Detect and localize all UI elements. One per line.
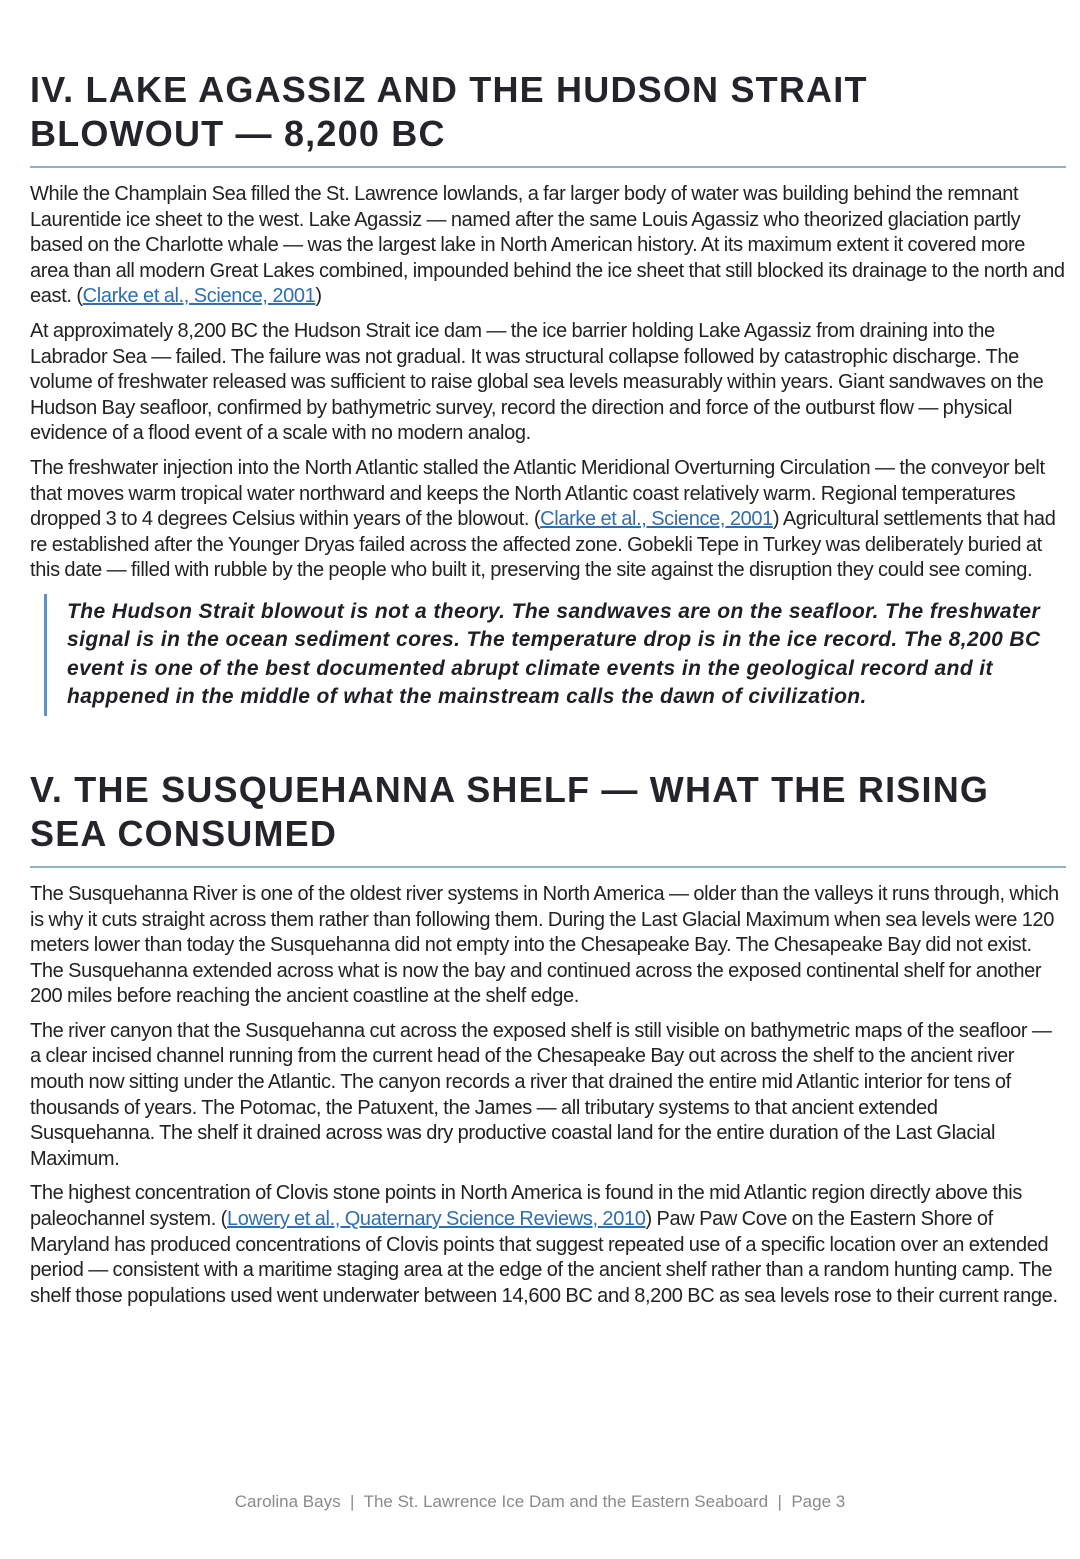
citation-link[interactable]: Clarke et al., Science, 2001 — [540, 508, 773, 531]
paragraph-text: ) Paw Paw Cove on the Eastern Shore of Maryland has produced concentrations of Clovis points that suggest repeated use of a specific location over an extended period — consistent with a maritime staging area at the edge of the ancient shelf rather than a random hunting camp. The shelf those populations used went underwater between 14,600 BC and 8,200 BC as sea levels rose to their current range. — [30, 1208, 1058, 1307]
paragraph-text: ) — [315, 285, 322, 308]
paragraph-text: ) Agricultural settlements that had re established after the Younger Dryas failed across the affected zone. Gobekli Tepe in Turkey was deliberately buried at this date — filled with rubble by the people who built it, preserving the site against the disruption they could see coming. — [30, 508, 1056, 582]
citation-link[interactable]: Lowery et al., Quaternary Science Reviews, 2010 — [226, 1208, 646, 1231]
paragraph — [30, 456, 1066, 584]
heading-divider — [30, 866, 1066, 868]
document-page — [30, 68, 1066, 1318]
blockquote: The Hudson Strait blowout is not a theory. The sandwaves are on the seafloor. The freshwater signal is in the ocean sediment cores. The temperature drop is in the ice record. The 8,200 BC event is one of the best documented abrupt climate events in the geological record and it happened in the middle of what the mainstream calls the dawn of civilization. — [44, 594, 1066, 716]
paragraph — [30, 182, 1066, 310]
page-footer: Carolina Bays | The St. Lawrence Ice Dam and the Eastern Seaboard | Page 3 — [234, 1492, 846, 1511]
paragraph: The Susquehanna River is one of the oldest river systems in North America — older than the valleys it runs through, which is why it cuts straight across them rather than following them. During the Last Glacial Maximum when sea levels were 120 meters lower than today the Susquehanna did not empty into the Chesapeake Bay. The Chesapeake Bay did not exist. The Susquehanna extended across what is now the bay and continued across the exposed continental shelf for another 200 miles before reaching the ancient coastline at the shelf edge. — [30, 882, 1059, 1008]
paragraph: The river canyon that the Susquehanna cut across the exposed shelf is still visible on bathymetric maps of the seafloor — a clear incised channel running from the current head of the Chesapeake Bay out across the shelf to the ancient river mouth now sitting under the Atlantic. The canyon records a river that drained the entire mid Atlantic interior for tens of thousands of years. The Potomac, the Patuxent, the James — all tributary systems to that ancient extended Susquehanna. The shelf it drained across was dry productive coastal land for the entire duration of the Last Glacial Maximum. — [30, 1019, 1052, 1170]
paragraph-text: The freshwater injection into the North Atlantic stalled the Atlantic Meridional Overturning Circulation — the conveyor belt that moves warm tropical water northward and keeps the North Atlantic coast relatively warm. Regional temperatures dropped 3 to 4 degrees Celsius within years of the blowout. ( — [30, 456, 1045, 531]
paragraph-text: While the Champlain Sea filled the St. Lawrence lowlands, a far larger body of water was building behind the remnant Laurentide ice sheet to the west. Lake Agassiz — named after the same Louis Agassiz who theorized glaciation partly based on the Charlotte whale — was the largest lake in North American history. At its maximum extent it covered more area than all modern Great Lakes combined, impounded behind the ice sheet that still blocked its drainage to the north and east. ( — [30, 183, 1065, 308]
heading-divider — [30, 166, 1066, 168]
paragraph — [30, 1181, 1066, 1309]
citation-link[interactable]: Clarke et al., Science, 2001 — [82, 285, 316, 308]
paragraph: At approximately 8,200 BC the Hudson Strait ice dam — the ice barrier holding Lake Agassiz from draining into the Labrador Sea — failed. The failure was not gradual. It was structural collapse followed by catastrophic discharge. The volume of freshwater released was sufficient to raise global sea levels measurably within years. Giant sandwaves on the Hudson Bay seafloor, confirmed by bathymetric survey, record the direction and force of the outburst flow — physical evidence of a flood event of a scale with no modern analog. — [30, 319, 1044, 445]
section-heading-iv: IV. LAKE AGASSIZ AND THE HUDSON STRAIT BLOWOUT — 8,200 BC — [30, 69, 868, 154]
section-heading-v: V. THE SUSQUEHANNA SHELF — WHAT THE RISING SEA CONSUMED — [30, 768, 990, 854]
paragraph-text: The highest concentration of Clovis stone points in North America is found in the mid Atlantic region directly above this paleochannel system. ( — [30, 1182, 1023, 1231]
